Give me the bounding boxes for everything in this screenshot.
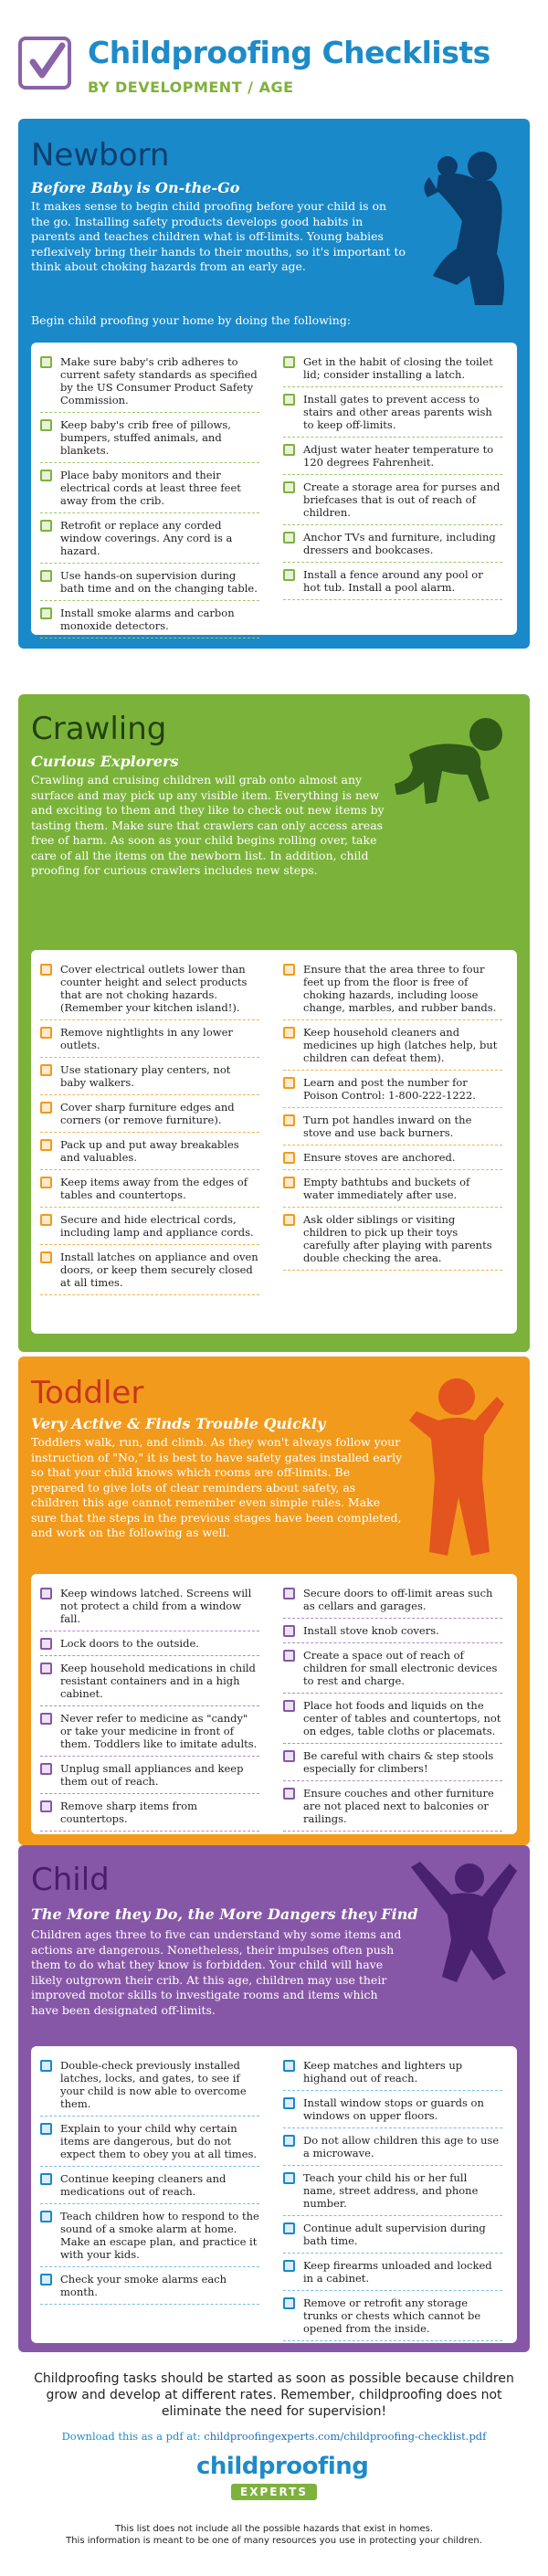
checkbox-icon[interactable] <box>283 532 295 544</box>
checklist-item[interactable]: Create a space out of reach of children for small electronic devices to rest and charge. <box>283 1649 502 1694</box>
checklist-item[interactable]: Cover sharp furniture edges and corners (or remove furniture). <box>40 1101 259 1133</box>
checklist-item[interactable]: Keep windows latched. Screens will not protect a child from a window fall. <box>40 1587 259 1631</box>
checklist-column-left <box>40 355 259 644</box>
crawling-section <box>18 694 530 1352</box>
checkbox-icon[interactable] <box>283 444 295 456</box>
checklist-item[interactable]: Pack up and put away breakables and valuables. <box>40 1138 259 1170</box>
checklist-item[interactable]: Create a storage area for purses and briefcases that is out of reach of children. <box>283 480 502 525</box>
disclaimer-line: This list does not include all the possible hazards that exist in homes. <box>114 2524 434 2534</box>
checkbox-icon[interactable] <box>283 2135 295 2147</box>
checklist-item[interactable]: Install window stops or guards on windows on upper floors. <box>283 2096 502 2128</box>
section-intro: Toddlers walk, run, and climb. As they won't always follow your instruction of "No," it is best to have safety gates installed early so that your child knows which rooms are off-limits. Be prepared to give lots of clear reminders about safety, as children this age cannot remember even simple rules. Make sure that the steps in the previous stages have been completed, and work on the following as well. <box>31 1435 403 1539</box>
page-title: Childproofing Checklists <box>88 35 490 70</box>
jumping-child-silhouette-icon <box>393 1854 521 1991</box>
checklist-item[interactable]: Keep household cleaners and medicines up high (latches help, but children can defeat them). <box>283 1026 502 1071</box>
checkbox-icon[interactable] <box>283 2297 295 2309</box>
page-subtitle: BY DEVELOPMENT / AGE <box>88 79 294 96</box>
checkbox-icon[interactable] <box>40 419 52 431</box>
section-subtitle: Very Active & Finds Trouble Quickly <box>31 1415 326 1432</box>
checklist-item[interactable]: Learn and post the number for Poison Control: 1-800-222-1222. <box>283 1076 502 1108</box>
checkbox-icon[interactable] <box>40 1638 52 1650</box>
checkbox-icon[interactable] <box>283 481 295 493</box>
checklist-column-left <box>40 963 259 1301</box>
checkbox-icon[interactable] <box>40 2211 52 2222</box>
checkbox-icon[interactable] <box>40 964 52 976</box>
checkbox-icon[interactable] <box>283 1027 295 1039</box>
checkbox-icon[interactable] <box>40 607 52 619</box>
checklist-item[interactable]: Ensure couches and other furniture are not placed next to balconies or railings. <box>283 1787 502 1832</box>
checkbox-icon[interactable] <box>283 1588 295 1599</box>
download-line <box>18 2430 530 2443</box>
checklist-item[interactable]: Keep household medications in child resistant containers and in a high cabinet. <box>40 1662 259 1706</box>
checkbox-icon[interactable] <box>40 1102 52 1114</box>
checklist-item[interactable]: Install smoke alarms and carbon monoxide detectors. <box>40 607 259 639</box>
checkbox-icon[interactable] <box>40 2123 52 2135</box>
brand-name: childproofing <box>196 2453 369 2480</box>
checklist-item[interactable]: Check your smoke alarms each month. <box>40 2273 259 2305</box>
checkbox-icon[interactable] <box>40 470 52 481</box>
checkbox-icon[interactable] <box>283 1788 295 1800</box>
checklist-item[interactable]: Get in the habit of closing the toilet lid; consider installing a latch. <box>283 355 502 387</box>
checkbox-icon[interactable] <box>40 1064 52 1076</box>
newborn-section <box>18 119 530 649</box>
checkbox-icon[interactable] <box>40 1800 52 1812</box>
checklist-column-right <box>283 355 502 606</box>
checklist-item[interactable]: Cover electrical outlets lower than counter height and select products that are not choking hazards. (Remember your kitchen island!). <box>40 963 259 1020</box>
disclaimer <box>18 2523 530 2547</box>
checkbox-icon[interactable] <box>283 1177 295 1188</box>
brand-tag: EXPERTS <box>231 2484 317 2500</box>
checklist-item[interactable]: Be careful with chairs & step stools especially for climbers! <box>283 1749 502 1781</box>
checkbox-icon[interactable] <box>40 1588 52 1599</box>
section-intro-lead: Begin child proofing your home by doing the following: <box>31 313 352 327</box>
checklist-item[interactable]: Ask older siblings or visiting children to pick up their toys carefully after playing with parents double checking the area. <box>283 1213 502 1271</box>
checklist-item[interactable]: Install gates to prevent access to stairs and other areas parents wish to keep off-limits. <box>283 393 502 438</box>
checklist-item[interactable]: Keep firearms unloaded and locked in a cabinet. <box>283 2259 502 2291</box>
checkbox-icon[interactable] <box>40 520 52 532</box>
checkbox-icon[interactable] <box>283 1152 295 1164</box>
checklist-item[interactable]: Remove sharp items from countertops. <box>40 1800 259 1832</box>
section-title: Newborn <box>31 137 170 174</box>
checklist-item[interactable]: Place baby monitors and their electrical cords at least three feet away from the crib. <box>40 469 259 513</box>
checkbox-icon[interactable] <box>283 394 295 406</box>
checkbox-icon[interactable] <box>40 1763 52 1775</box>
checklist-item[interactable]: Install a fence around any pool or hot tub. Install a pool alarm. <box>283 568 502 600</box>
toddler-checklist-card <box>31 1574 517 1834</box>
checklist-item[interactable]: Continue adult supervision during bath time. <box>283 2222 502 2254</box>
crawling-baby-silhouette-icon <box>391 711 519 816</box>
checkbox-icon[interactable] <box>40 1713 52 1725</box>
checklist-column-right <box>283 963 502 1276</box>
checkbox-icon[interactable] <box>283 2097 295 2109</box>
checkbox-icon[interactable] <box>283 1077 295 1089</box>
section-title: Toddler <box>31 1375 144 1411</box>
checkbox-icon[interactable] <box>283 2260 295 2272</box>
checklist-item[interactable]: Make sure baby's crib adheres to current safety standards as specified by the US Consumer Product Safety Commission. <box>40 355 259 413</box>
parent-holding-baby-silhouette-icon <box>402 139 521 312</box>
checkbox-icon[interactable] <box>283 2222 295 2234</box>
checklist-item[interactable]: Ensure that the area three to four feet up from the floor is free of choking hazards, including loose change, marbles, and rubber bands. <box>283 963 502 1020</box>
checklist-item[interactable]: Place hot foods and liquids on the center of tables and countertops, not on edges, table cloths or placemats. <box>283 1699 502 1744</box>
checklist-item[interactable]: Install latches on appliance and oven doors, or keep them securely closed at all times. <box>40 1251 259 1295</box>
checklist-item[interactable]: Anchor TVs and furniture, including dressers and bookcases. <box>283 531 502 563</box>
checklist-item[interactable]: Secure doors to off-limit areas such as cellars and garages. <box>283 1587 502 1619</box>
checkbox-icon[interactable] <box>283 2060 295 2072</box>
checklist-item[interactable]: Ensure stoves are anchored. <box>283 1151 502 1170</box>
section-title: Crawling <box>31 711 167 747</box>
toddler-section <box>18 1357 530 1845</box>
checklist-item[interactable]: Never refer to medicine as "candy" or take your medicine in front of them. Toddlers like to imitate adults. <box>40 1712 259 1757</box>
checkbox-icon[interactable] <box>283 1214 295 1226</box>
download-label: Download this as a pdf at: <box>61 2430 201 2443</box>
checkbox-icon[interactable] <box>283 964 295 976</box>
checkbox-icon[interactable] <box>40 1251 52 1263</box>
checklist-item[interactable]: Do not allow children this age to use a microwave. <box>283 2134 502 2166</box>
checklist-item[interactable]: Teach your child his or her full name, street address, and phone number. <box>283 2171 502 2216</box>
checklist-column-right <box>283 2059 502 2347</box>
checkbox-icon[interactable] <box>40 2060 52 2072</box>
checklist-column-left <box>40 2059 259 2310</box>
checklist-item[interactable]: Double-check previously installed latches, locks, and gates, to see if your child is now able to overcome them. <box>40 2059 259 2117</box>
checkbox-icon[interactable] <box>40 1214 52 1226</box>
checklist-item[interactable]: Empty bathtubs and buckets of water immediately after use. <box>283 1176 502 1208</box>
checkbox-icon[interactable] <box>283 1650 295 1662</box>
checkbox-icon[interactable] <box>40 1177 52 1188</box>
checklist-item[interactable]: Use stationary play centers, not baby walkers. <box>40 1063 259 1095</box>
checklist-item[interactable]: Secure and hide electrical cords, including lamp and appliance cords. <box>40 1213 259 1245</box>
section-intro: Crawling and cruising children will grab onto almost any surface and may pick up any visible item. Everything is new and exciting to them and they like to check out new items by tasting them. Make sure that crawlers can only access areas free of harm. As soon as your child begins rolling over, take care of all the items on the newborn list. In addition, child proofing for curious crawlers includes new steps. <box>31 773 385 877</box>
checkbox-icon[interactable] <box>40 1663 52 1674</box>
brand-logo[interactable] <box>196 2453 369 2507</box>
checklist-item[interactable]: Keep items away from the edges of tables and countertops. <box>40 1176 259 1208</box>
section-subtitle: Before Baby is On-the-Go <box>31 179 240 196</box>
checkbox-icon[interactable] <box>283 2172 295 2184</box>
download-link[interactable]: childproofingexperts.com/childproofing-checklist.pdf <box>204 2430 487 2443</box>
checklist-item[interactable]: Remove nightlights in any lower outlets. <box>40 1026 259 1058</box>
checkbox-icon[interactable] <box>283 1114 295 1126</box>
section-title: Child <box>31 1862 110 1898</box>
checklist-item[interactable]: Turn pot handles inward on the stove and use back burners. <box>283 1114 502 1145</box>
page-header <box>0 0 548 119</box>
checkbox-icon[interactable] <box>40 2274 52 2286</box>
checklist-item[interactable]: Adjust water heater temperature to 120 degrees Fahrenheit. <box>283 443 502 475</box>
checkbox-icon[interactable] <box>40 570 52 582</box>
checkbox-icon[interactable] <box>40 1027 52 1039</box>
section-intro: It makes sense to begin child proofing before your child is on the go. Installing safety products develops good habits in parents and teaches children what is off-limits. Young babies reflexively bring their hands to their mouths, so it's important to think about choking hazards from an early age. <box>31 199 406 273</box>
checkbox-icon[interactable] <box>283 1750 295 1762</box>
checkbox-icon[interactable] <box>283 356 295 368</box>
checklist-item[interactable]: Remove or retrofit any storage trunks or chests which cannot be opened from the inside. <box>283 2296 502 2341</box>
checklist-item[interactable]: Continue keeping cleaners and medications out of reach. <box>40 2172 259 2204</box>
checklist-column-right <box>283 1587 502 1837</box>
newborn-checklist-card <box>31 343 517 635</box>
checklist-item[interactable]: Keep baby's crib free of pillows, bumpers, stuffed animals, and blankets. <box>40 418 259 463</box>
section-subtitle: The More they Do, the More Dangers they Find <box>31 1906 418 1923</box>
child-checklist-card <box>31 2046 517 2343</box>
checkbox-icon[interactable] <box>283 569 295 581</box>
checklist-item[interactable]: Install stove knob covers. <box>283 1624 502 1643</box>
checklist-item[interactable]: Teach children how to respond to the sound of a smoke alarm at home. Make an escape plan, and practice it with your kids. <box>40 2210 259 2267</box>
checkbox-icon[interactable] <box>283 1625 295 1637</box>
checklist-column-left <box>40 1587 259 1837</box>
section-subtitle: Curious Explorers <box>31 753 179 770</box>
checkmark-logo-icon <box>18 37 71 90</box>
checklist-item[interactable]: Use hands-on supervision during bath time and on the changing table. <box>40 569 259 601</box>
toddler-silhouette-icon <box>402 1369 511 1566</box>
checklist-item[interactable]: Explain to your child why certain items are dangerous, but do not expect them to obey you at all times. <box>40 2122 259 2167</box>
child-section <box>18 1845 530 2352</box>
disclaimer-line: This information is meant to be one of many resources you use in protecting your children. <box>66 2536 482 2546</box>
footer-reminder: Childproofing tasks should be started as soon as possible because children grow and develop at different rates. Remember, childproofing does not eliminate the need for supervision! <box>34 2371 514 2419</box>
checklist-item[interactable]: Retrofit or replace any corded window coverings. Any cord is a hazard. <box>40 519 259 564</box>
checklist-item[interactable]: Unplug small appliances and keep them out of reach. <box>40 1762 259 1794</box>
checklist-item[interactable]: Keep matches and lighters up highand out of reach. <box>283 2059 502 2091</box>
checkbox-icon[interactable] <box>283 1700 295 1712</box>
checkbox-icon[interactable] <box>40 2173 52 2185</box>
checklist-item[interactable]: Lock doors to the outside. <box>40 1637 259 1656</box>
checkbox-icon[interactable] <box>40 1139 52 1151</box>
checkbox-icon[interactable] <box>40 356 52 368</box>
section-intro: Children ages three to five can understand why some items and actions are dangerous. Nonetheless, their impulses often push them to do what they know is forbidden. Your child will have likely outgrown their crib. At this age, children may use their improved motor skills to investigate rooms and items which have been designated off-limits. <box>31 1927 402 2017</box>
crawling-checklist-card <box>31 950 517 1334</box>
